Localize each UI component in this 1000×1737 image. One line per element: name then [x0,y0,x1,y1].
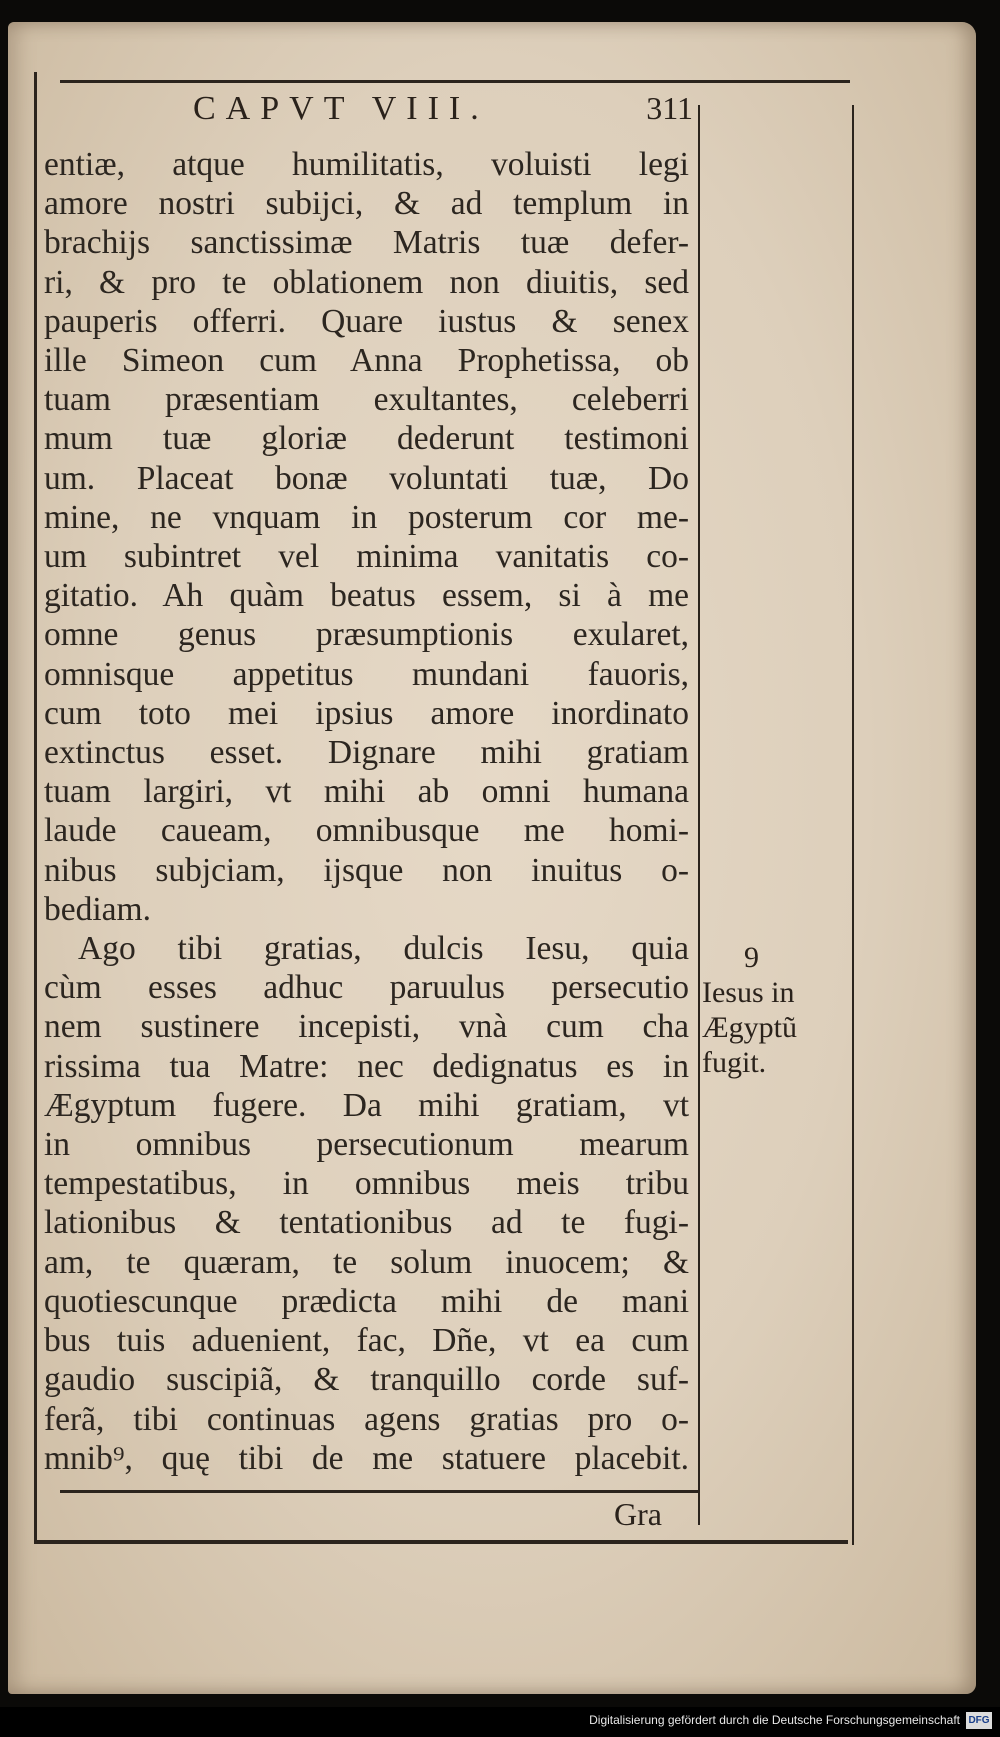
text-line: mine, ne vnquam in posterum cor me- [44,498,689,536]
text-line: Ago tibi gratias, dulcis Iesu, quia [78,930,689,968]
text-line: cum toto mei ipsius amore inordinato [44,694,689,732]
text-line: pauperis offerri. Quare iustus & senex [44,302,689,340]
text-line: ille Simeon cum Anna Prophetissa, ob [44,342,689,380]
catchword: Gra [614,1496,662,1532]
text-line: tempestatibus, in omnibus meis tribu [44,1165,689,1203]
text-line: omnisque appetitus mundani fauoris, [44,655,689,693]
text-line: rissima tua Matre: nec dedignatus es in [44,1047,689,1085]
dfg-logo-icon: DFG [966,1712,992,1729]
text-line: Ægyptum fugere. Da mihi gratiam, vt [44,1086,689,1124]
text-line: gitatio. Ah quàm beatus essem, si à me [44,577,689,615]
margin-note-line: fugit. [702,1046,767,1079]
margin-note-line: Ægyptũ [702,1011,798,1044]
body-text [44,145,689,1478]
text-line: entiæ, atque humilitatis, voluisti legi [44,146,689,183]
bottom-rule [34,1540,848,1544]
text-line: nibus subjciam, ijsque non inuitus o- [44,851,689,889]
text-line: laude caueam, omnibusque me homi- [44,812,689,850]
text-line: cùm esses adhuc paruulus persecutio [44,969,689,1007]
text-line: bus tuis aduenient, fac, Dñe, vt ea cum [44,1322,689,1360]
text-line: bediam. [44,890,151,928]
text-line: gaudio suscipiã, & tranquillo corde suf- [44,1361,689,1399]
margin-note [702,940,842,1080]
text-line: am, te quæram, te solum inuocem; & [44,1243,689,1281]
text-line: amore nostri subijci, & ad templum in [44,185,689,223]
text-line: um. Placeat bonæ voluntati tuæ, Do [44,459,689,497]
text-line: omne genus præsumptionis exularet, [44,616,689,654]
text-line: um subintret vel minima vanitatis co- [44,538,689,576]
left-column-rule [34,72,37,1542]
text-line: mnib⁹, quę tibi de me statuere placebit. [44,1439,689,1477]
text-line: ri, & pro te oblationem non diuitis, sed [44,263,689,301]
funding-credit: Digitalisierung gefördert durch die Deutsche Forschungsgemeinschaft [589,1713,960,1727]
text-end-rule [60,1490,700,1493]
text-line: extinctus esset. Dignare mihi gratiam [44,734,689,772]
page-number: 311 [646,90,693,126]
text-line: lationibus & tentationibus ad te fugi- [44,1204,689,1242]
footer-bar [0,1707,1000,1737]
margin-note-number: 9 [744,941,759,974]
text-line: tuam præsentiam exultantes, celeberri [44,381,689,419]
outer-right-rule [852,105,854,1545]
chapter-title: CAPVT VIII. [193,90,489,127]
text-line: in omnibus persecutionum mearum [44,1126,689,1164]
text-line: brachijs sanctissimæ Matris tuæ defer- [44,224,689,262]
margin-note-line: Iesus in [702,976,795,1009]
text-line: nem sustinere incepisti, vnà cum cha [44,1008,689,1046]
running-header [55,88,695,134]
gutter-rule [698,105,700,1525]
text-line: quotiescunque prædicta mihi de mani [44,1282,689,1320]
header-rule [60,80,850,83]
text-line: mum tuæ gloriæ dederunt testimoni [44,420,689,458]
text-line: tuam largiri, vt mihi ab omni humana [44,773,689,811]
text-line: ferã, tibi continuas agens gratias pro o- [44,1400,689,1438]
